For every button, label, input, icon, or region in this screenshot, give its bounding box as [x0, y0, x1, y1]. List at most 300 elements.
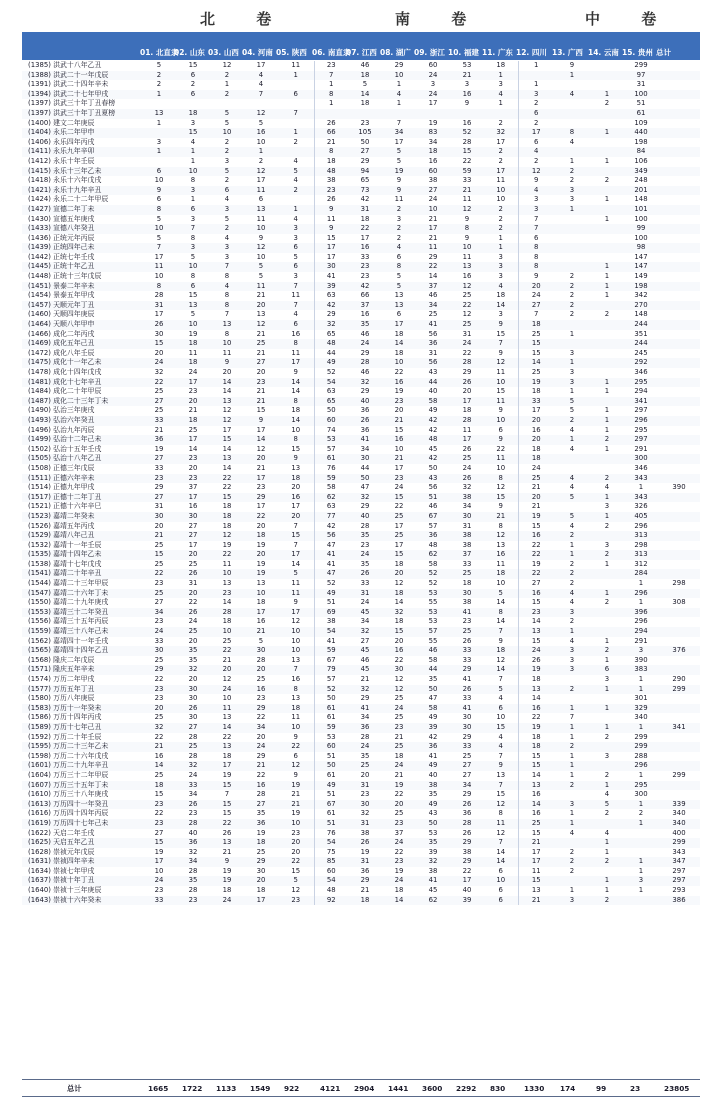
value-cell — [554, 675, 590, 685]
column-header: 10. 福建 — [448, 48, 479, 57]
totals-row — [22, 1079, 700, 1097]
value-cell: 56 — [428, 483, 438, 492]
value-cell: 24 — [188, 368, 198, 376]
value-cell: 383 — [624, 665, 658, 675]
value-cell: 35 — [176, 646, 210, 656]
row-total-cell — [658, 617, 700, 627]
value-cell: 19 — [222, 866, 232, 875]
row-total-cell — [658, 358, 700, 368]
column-header: 15. 贵州 — [622, 48, 653, 57]
value-cell: 77 — [314, 512, 348, 522]
value-cell: 16 — [360, 310, 370, 319]
value-cell: 29 — [142, 665, 176, 675]
table-row — [22, 790, 700, 800]
value-cell: 38 — [428, 176, 438, 185]
value-cell: 1 — [156, 118, 162, 127]
value-cell: 7 — [224, 790, 230, 799]
value-cell: 4 — [224, 195, 230, 204]
value-cell: 5 — [396, 156, 402, 165]
value-cell: 27 — [450, 761, 484, 771]
value-cell — [590, 234, 624, 244]
exam-year-cell: (1496) 弘治九年丙辰 — [28, 425, 95, 434]
value-cell: 57 — [416, 627, 450, 637]
value-cell: 42 — [416, 454, 450, 464]
table-row — [22, 301, 700, 311]
value-cell: 1 — [498, 99, 503, 108]
value-cell: 2 — [518, 99, 554, 109]
value-cell: 24 — [142, 627, 176, 637]
value-cell — [348, 109, 382, 119]
value-cell: 52 — [314, 685, 348, 695]
value-cell: 4 — [258, 80, 264, 89]
value-cell: 39 — [314, 282, 348, 292]
value-cell: 9 — [518, 176, 554, 186]
value-cell: 23 — [382, 819, 416, 829]
value-cell — [590, 119, 624, 129]
value-cell: 31 — [462, 521, 472, 530]
value-cell: 24 — [210, 685, 244, 695]
value-cell: 5 — [554, 493, 590, 503]
value-cell: 47 — [360, 483, 370, 492]
value-cell: 297 — [624, 435, 658, 445]
value-cell: 22 — [142, 569, 176, 579]
value-cell: 12 — [382, 685, 416, 695]
value-cell: 2 — [484, 205, 518, 215]
value-cell: 4 — [293, 176, 298, 185]
value-cell — [624, 848, 658, 858]
table-row — [22, 637, 700, 647]
row-total-cell — [658, 301, 700, 311]
value-cell: 49 — [314, 589, 348, 599]
value-cell: 20 — [188, 463, 198, 472]
value-cell: 10 — [256, 137, 266, 146]
value-cell: 2 — [210, 71, 244, 81]
value-cell: 1 — [590, 838, 624, 848]
value-cell: 2 — [569, 559, 575, 568]
row-total-cell — [658, 502, 700, 512]
table-row — [22, 608, 700, 618]
exam-year-cell: (1622) 天启二年壬戌 — [28, 828, 95, 837]
value-cell — [590, 71, 624, 81]
exam-year-cell: (1433) 宣德八年癸丑 — [22, 224, 142, 234]
exam-year-cell: (1478) 成化十四年戊戌 — [28, 368, 102, 376]
value-cell: 10 — [450, 243, 484, 253]
exam-year-cell: (1490) 弘治三年庚戌 — [28, 406, 95, 415]
value-cell: 63 — [314, 291, 348, 301]
value-cell: 19 — [222, 770, 232, 779]
value-cell: 9 — [382, 186, 416, 196]
value-cell: 20 — [291, 483, 301, 492]
value-cell: 3 — [569, 195, 575, 204]
value-cell: 29 — [450, 838, 484, 848]
value-cell: 3 — [569, 348, 575, 357]
value-cell: 198 — [624, 282, 658, 292]
value-cell — [590, 301, 624, 311]
value-cell: 22 — [210, 474, 244, 484]
value-cell: 1 — [224, 80, 230, 89]
value-cell — [554, 253, 590, 263]
value-cell: 351 — [634, 329, 648, 338]
value-cell: 4 — [518, 186, 554, 196]
value-cell: 27 — [348, 147, 382, 157]
value-cell: 9 — [464, 99, 470, 108]
value-cell: 37 — [188, 483, 198, 492]
value-cell: 44 — [314, 349, 348, 359]
value-cell: 11 — [291, 348, 301, 357]
value-cell: 42 — [348, 282, 382, 292]
value-cell: 1 — [590, 704, 624, 714]
value-cell: 25 — [244, 339, 278, 349]
value-cell: 7 — [518, 224, 554, 234]
value-cell: 6 — [590, 665, 624, 675]
value-cell: 23 — [278, 896, 314, 906]
value-cell: 3 — [554, 608, 590, 618]
value-cell: 22 — [210, 819, 244, 829]
value-cell: 20 — [394, 406, 404, 415]
value-cell: 27 — [154, 598, 164, 607]
value-cell: 2 — [396, 233, 402, 242]
value-cell: 8 — [484, 474, 518, 484]
value-cell: 17 — [360, 233, 370, 242]
value-cell: 18 — [256, 886, 266, 895]
value-cell: 27 — [176, 531, 210, 541]
value-cell: 8 — [190, 233, 196, 242]
value-cell: 4 — [569, 483, 575, 492]
row-total-cell — [658, 512, 700, 522]
value-cell: 1 — [604, 214, 610, 223]
exam-year-cell: (1625) 天启五年乙丑 — [22, 838, 142, 848]
value-cell: 21 — [484, 512, 518, 522]
value-cell: 53 — [416, 608, 450, 618]
value-cell — [590, 579, 624, 589]
value-cell — [590, 627, 624, 637]
row-total-cell — [658, 147, 700, 157]
value-cell: 28 — [450, 358, 484, 368]
value-cell — [278, 119, 314, 129]
value-cell: 14 — [222, 444, 232, 453]
value-cell: 5 — [382, 147, 416, 157]
value-cell — [554, 80, 590, 90]
value-cell: 4 — [569, 598, 575, 607]
value-cell: 22 — [518, 713, 554, 723]
value-cell: 43 — [416, 474, 450, 484]
value-cell: 1 — [604, 655, 610, 664]
value-cell: 18 — [278, 474, 314, 484]
value-cell: 22 — [154, 732, 164, 741]
value-cell: 5 — [382, 282, 416, 292]
value-cell: 21 — [450, 186, 484, 196]
value-cell: 2 — [569, 847, 575, 856]
value-cell: 106 — [634, 156, 648, 165]
value-cell: 6 — [176, 205, 210, 215]
value-cell: 54 — [314, 378, 348, 388]
value-cell — [590, 368, 624, 378]
value-cell: 32 — [154, 368, 164, 376]
table-row — [22, 416, 700, 426]
value-cell: 33 — [462, 176, 472, 185]
value-cell: 48 — [314, 167, 348, 177]
row-total-cell: 290 — [672, 675, 686, 683]
value-cell: 296 — [624, 589, 658, 599]
value-cell: 15 — [382, 550, 416, 560]
value-cell: 51 — [416, 493, 450, 503]
value-cell: 1 — [590, 723, 624, 733]
row-total-cell — [658, 522, 700, 532]
value-cell: 12 — [244, 243, 278, 253]
value-cell: 15 — [382, 627, 416, 637]
value-cell: 5 — [590, 800, 624, 810]
value-cell — [210, 99, 244, 109]
row-total-cell — [658, 474, 700, 484]
value-cell: 17 — [278, 550, 314, 560]
row-total-cell — [658, 761, 700, 771]
value-cell: 40 — [428, 770, 438, 779]
value-cell: 20 — [278, 838, 314, 848]
table-row — [22, 829, 700, 839]
row-total-cell — [658, 186, 700, 196]
value-cell: 15 — [518, 761, 554, 771]
value-cell: 13 — [496, 540, 506, 549]
value-cell — [244, 99, 278, 109]
column-header: 01. 北直隶 — [140, 48, 179, 57]
value-cell: 1 — [590, 512, 624, 522]
value-cell: 6 — [293, 751, 298, 760]
value-cell: 41 — [314, 637, 348, 647]
value-cell: 8 — [142, 282, 176, 292]
value-cell: 40 — [188, 828, 198, 837]
value-cell: 39 — [428, 847, 438, 856]
value-cell: 62 — [416, 896, 450, 906]
value-cell: 23 — [382, 857, 416, 867]
value-cell: 22 — [154, 675, 164, 683]
value-cell: 21 — [360, 675, 370, 683]
table-row — [22, 138, 700, 148]
value-cell: 10 — [244, 589, 278, 599]
value-cell: 16 — [518, 531, 554, 541]
value-cell: 52 — [416, 569, 450, 579]
value-cell: 7 — [278, 282, 314, 292]
value-cell: 13 — [450, 262, 484, 272]
value-cell: 42 — [416, 416, 450, 426]
exam-year-cell: (1565) 嘉靖四十四年乙丑 — [22, 646, 142, 656]
value-cell: 15 — [210, 800, 244, 810]
value-cell: 20 — [518, 416, 554, 426]
value-cell: 149 — [634, 272, 648, 281]
value-cell: 29 — [360, 387, 370, 396]
value-cell: 3 — [293, 272, 298, 281]
value-cell: 147 — [624, 262, 658, 272]
value-cell: 12 — [291, 617, 301, 626]
value-cell: 5 — [278, 167, 314, 177]
value-cell: 41 — [348, 435, 382, 445]
value-cell: 55 — [428, 636, 438, 645]
value-cell: 79 — [314, 665, 348, 675]
value-cell: 11 — [291, 291, 301, 300]
value-cell: 9 — [278, 454, 314, 464]
value-cell: 22 — [348, 224, 382, 234]
value-cell: 33 — [462, 559, 472, 568]
value-cell: 12 — [496, 655, 506, 664]
value-cell: 8 — [278, 685, 314, 695]
value-cell: 17 — [496, 137, 506, 146]
value-cell: 17 — [450, 397, 484, 407]
value-cell: 23 — [188, 387, 198, 396]
value-cell: 29 — [360, 348, 370, 357]
value-cell: 16 — [450, 90, 484, 100]
total-value: 1441 — [388, 1084, 409, 1093]
value-cell: 32 — [188, 847, 198, 856]
value-cell: 4 — [518, 147, 554, 157]
value-cell: 17 — [256, 61, 266, 69]
value-cell: 36 — [348, 723, 382, 733]
value-cell: 30 — [176, 512, 210, 522]
value-cell — [278, 195, 314, 205]
value-cell: 48 — [428, 540, 438, 549]
value-cell: 16 — [462, 272, 472, 281]
value-cell: 2 — [569, 866, 575, 875]
value-cell: 7 — [396, 118, 402, 127]
value-cell: 57 — [314, 445, 348, 455]
value-cell: 22 — [210, 646, 244, 656]
value-cell — [590, 742, 624, 752]
value-cell: 53 — [462, 61, 472, 69]
value-cell: 2 — [604, 310, 610, 319]
exam-year-cell: (1529) 嘉靖八年己丑 — [22, 531, 142, 541]
value-cell: 13 — [210, 838, 244, 848]
value-cell: 3 — [554, 646, 590, 656]
value-cell: 11 — [496, 176, 506, 185]
value-cell: 22 — [256, 713, 266, 722]
value-cell: 18 — [210, 512, 244, 522]
value-cell: 21 — [382, 416, 416, 426]
value-cell: 11 — [291, 61, 301, 69]
value-cell: 21 — [314, 138, 348, 148]
value-cell: 6 — [518, 234, 554, 244]
value-cell — [624, 838, 658, 848]
value-cell — [590, 694, 624, 704]
value-cell: 1 — [554, 71, 590, 81]
value-cell: 59 — [314, 723, 348, 733]
value-cell: 12 — [244, 167, 278, 177]
value-cell: 16 — [244, 781, 278, 791]
value-cell: 85 — [314, 857, 348, 867]
value-cell: 22 — [518, 541, 554, 551]
value-cell: 3 — [554, 800, 590, 810]
value-cell: 291 — [634, 636, 648, 645]
value-cell: 61 — [314, 771, 348, 781]
value-cell: 1 — [569, 156, 575, 165]
value-cell: 25 — [518, 819, 554, 829]
value-cell: 46 — [360, 368, 370, 376]
value-cell: 7 — [278, 301, 314, 311]
value-cell: 5 — [190, 310, 196, 319]
value-cell: 13 — [210, 320, 244, 330]
value-cell: 14 — [518, 771, 554, 781]
value-cell — [554, 234, 590, 244]
value-cell: 50 — [428, 463, 438, 472]
value-cell: 73 — [348, 186, 382, 196]
value-cell: 16 — [382, 435, 416, 445]
value-cell: 13 — [244, 205, 278, 215]
value-cell: 12 — [462, 310, 472, 319]
value-cell: 6 — [258, 195, 264, 204]
value-cell: 35 — [428, 675, 438, 683]
value-cell: 6 — [278, 320, 314, 330]
value-cell: 4 — [224, 233, 230, 242]
value-cell: 25 — [154, 655, 164, 664]
value-cell: 10 — [382, 71, 416, 81]
value-cell: 25 — [154, 406, 164, 415]
row-total-cell — [658, 378, 700, 388]
value-cell: 26 — [314, 119, 348, 129]
exam-year-cell: (1523) 嘉靖二年癸未 — [22, 512, 142, 522]
value-cell: 270 — [624, 301, 658, 311]
value-cell: 1 — [498, 233, 503, 242]
value-cell: 23 — [154, 694, 164, 703]
table-row — [22, 224, 700, 234]
value-cell: 1 — [624, 800, 658, 810]
value-cell: 45 — [348, 665, 382, 675]
value-cell: 2 — [518, 119, 554, 129]
value-cell: 12 — [256, 444, 266, 453]
value-cell: 14 — [278, 416, 314, 426]
value-cell: 4 — [484, 282, 518, 292]
value-cell: 19 — [518, 560, 554, 570]
value-cell: 62 — [314, 493, 348, 503]
value-cell: 17 — [142, 857, 176, 867]
value-cell: 31 — [142, 301, 176, 311]
value-cell: 11 — [496, 559, 506, 568]
value-cell: 13 — [210, 454, 244, 464]
value-cell: 39 — [450, 896, 484, 906]
table-row — [22, 71, 700, 81]
value-cell: 18 — [518, 454, 554, 464]
value-cell: 299 — [624, 742, 658, 752]
value-cell: 47 — [314, 541, 348, 551]
value-cell: 3 — [176, 243, 210, 253]
value-cell: 2 — [156, 80, 162, 89]
value-cell: 14 — [518, 800, 554, 810]
exam-year-cell: (1640) 崇祯十三年庚辰 — [28, 886, 102, 895]
value-cell: 21 — [518, 483, 554, 493]
value-cell: 30 — [450, 512, 484, 522]
value-cell: 17 — [518, 848, 554, 858]
value-cell: 5 — [554, 397, 590, 407]
value-cell — [142, 157, 176, 167]
value-cell: 1 — [569, 732, 575, 741]
value-cell: 63 — [314, 502, 348, 512]
value-cell: 24 — [382, 838, 416, 848]
value-cell: 1 — [484, 71, 518, 81]
value-cell: 21 — [278, 800, 314, 810]
table-row — [22, 109, 700, 119]
column-header: 06. 南直隶 — [312, 48, 351, 57]
value-cell: 3 — [224, 252, 230, 261]
column-header: 12. 四川 — [516, 48, 547, 57]
value-cell — [554, 215, 590, 225]
value-cell: 32 — [462, 483, 472, 492]
value-cell: 12 — [222, 406, 232, 415]
value-cell: 20 — [382, 569, 416, 579]
value-cell: 20 — [518, 282, 554, 292]
column-header: 总计 — [656, 48, 671, 57]
table-row — [22, 272, 700, 282]
value-cell: 19 — [518, 512, 554, 522]
value-cell — [590, 358, 624, 368]
value-cell: 23 — [154, 886, 164, 895]
exam-year-cell: (1388) 洪武二十一年戊辰 — [22, 71, 142, 81]
value-cell: 12 — [222, 61, 232, 69]
